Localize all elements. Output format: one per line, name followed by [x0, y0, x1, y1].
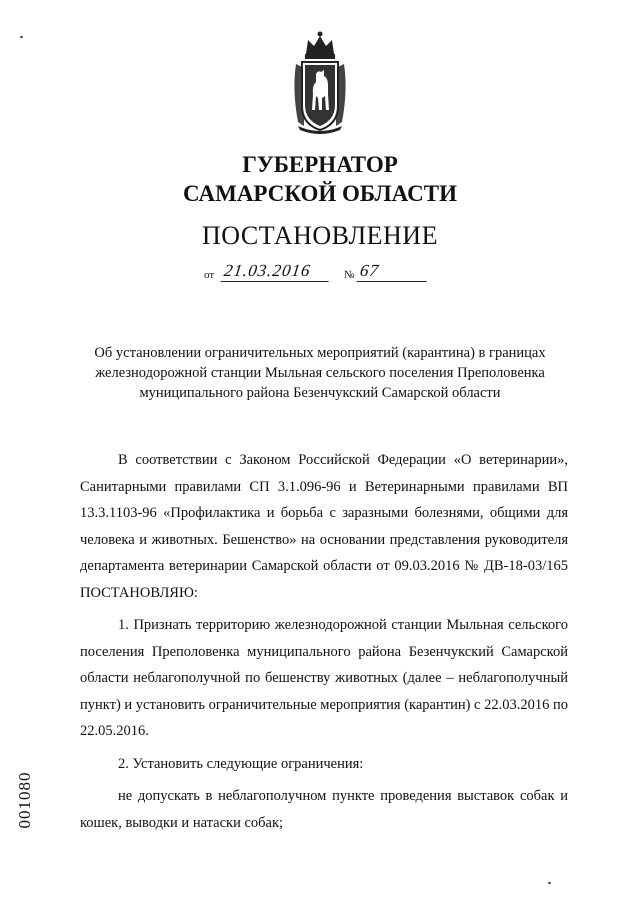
document-type-heading: ПОСТАНОВЛЕНИЕ — [202, 221, 438, 250]
coat-of-arms-emblem — [288, 30, 352, 136]
item-2-text-paragraph: не допускать в неблагополучном пункте проведения выставок собак и кошек, выводки и натаски собак; — [80, 788, 568, 831]
item-1-paragraph: 1. Признать территорию железнодорожной станции Мыльная сельского поселения Преполовенка муниципального района Безенчукский Самарской области неблагополучной по бешенству животных (далее – неблагополучный пункт) и установить ограничительные мероприятия (карантин) с 22.03.2016 по 22.05.2016. — [80, 617, 568, 739]
issuer-title-line-2: САМАРСКОЙ ОБЛАСТИ — [183, 181, 457, 206]
handwritten-number: 67 — [357, 261, 430, 282]
handwritten-date: 21.03.2016 — [221, 261, 332, 282]
scan-speck — [548, 882, 551, 884]
archive-side-number: 001080 — [15, 771, 34, 829]
document-body — [80, 447, 568, 836]
item-2-paragraph: 2. Установить следующие ограничения: — [118, 755, 364, 772]
scan-speck — [20, 36, 23, 38]
issuer-title-line-1: ГУБЕРНАТОР — [242, 152, 398, 177]
preamble-paragraph: В соответствии с Законом Российской Федерации «О ветеринарии», Санитарными правилами СП 3.1.096-96 и Ветеринарными правилами ВП 13.3.1103-96 «Профилактика и борьба с заразными болезнями, общими для человека и животных. Бешенство» на основании представления руководителя департамента ветеринарии Самарской области от 09.03.2016 № ДВ-18-03/165 ПОСТАНОВЛЯЮ: — [80, 452, 568, 601]
number-prefix: № — [344, 269, 355, 281]
date-prefix: от — [204, 269, 215, 281]
document-subject: Об установлении ограничительных мероприятий (карантина) в границах железнодорожной станции Мыльная сельского поселения Преполовенка муниципального района Безенчукский Самарской области — [94, 345, 546, 401]
